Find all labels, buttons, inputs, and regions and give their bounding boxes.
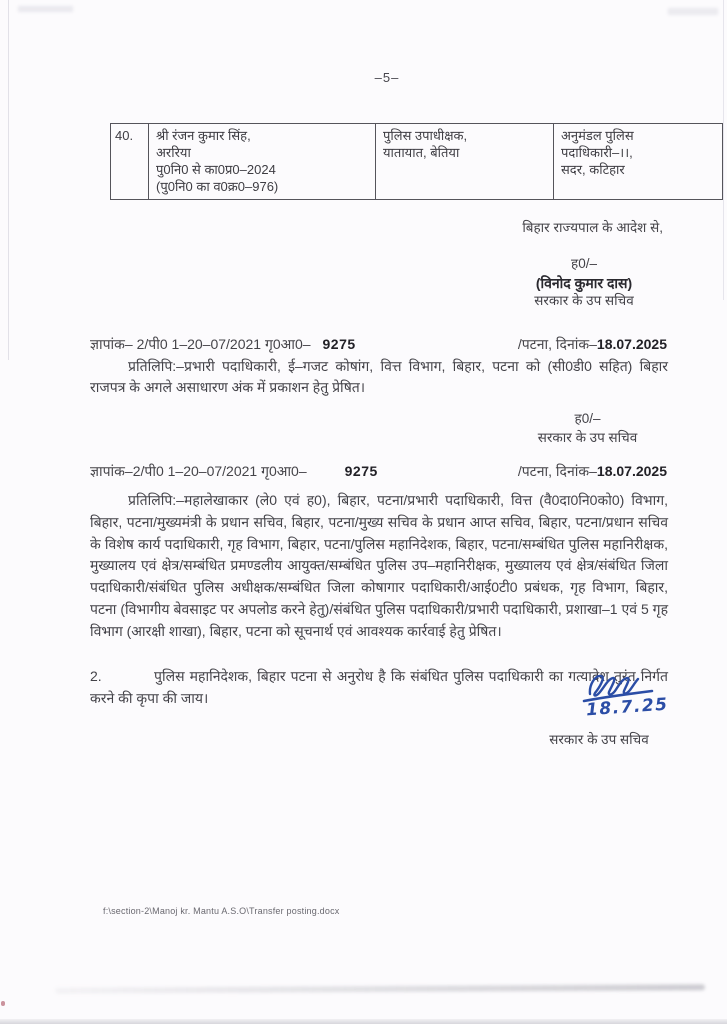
memo2-date: 18.07.2025 (596, 463, 667, 479)
officer-name-line: अररिया (156, 145, 191, 160)
scan-edge-right (723, 0, 724, 300)
page-number: –5– (374, 70, 400, 85)
memo2-number: 9275 (344, 463, 378, 479)
new-post-line: सदर, कटिहार (561, 162, 625, 177)
new-post-line: अनुमंडल पुलिस (561, 128, 634, 143)
memo1-place: /पटना, दिनांक– (517, 336, 597, 352)
memo1-body: प्रतिलिपि:–प्रभारी पदाधिकारी, ई–गजट कोषांग, वित्त विभाग, बिहार, पटना को (सी0डी0 सहित) बिहार राजपत्र के अगले असाधारण अंक में प्रकाशन हेतु प्रेषित। (90, 358, 668, 395)
serial-cell: 40. (111, 124, 149, 200)
current-post-cell (376, 124, 554, 200)
signatory-name: (विनोद कुमार दास) (535, 274, 633, 291)
officer-name-line: पु0नि0 से का0प्र0–2024 (156, 162, 276, 177)
officer-name-line: श्री रंजन कुमार सिंह, (156, 128, 251, 143)
footer-file-path: f:\section-2\Manoj kr. Mantu A.S.O\Transfer posting.docx (103, 906, 340, 916)
scan-smudge-top-right (668, 8, 718, 15)
current-post-line: पुलिस उपाधीक्षक, (383, 128, 468, 143)
memo1-prefix: ज्ञापांक– 2/पी0 1–20–07/2021 गृ0आ0– (90, 336, 311, 352)
memo1-number: 9275 (322, 336, 356, 352)
memo2-body: प्रतिलिपि:–महालेखाकार (ले0 एवं ह0), बिहार, पटना/प्रभारी पदाधिकारी, वित्त (वै0दा0नि0को0) विभाग, बिहार, पटना/मुख्यमंत्री के प्रधान सचिव, बिहार, पटना/मुख्य सचिव के प्रधान आप्त सचिव, बिहार, पटना/प्रधान सचिव के विशेष कार्य पदाधिकारी, गृह विभाग, बिहार, पटना/पुलिस महानिदेशक, बिहार, पटना/सम्बंधित पुलिस महानिरीक्षक, मुख्यालय एवं क्षेत्र/सम्बंधित प्रमण्डलीय आयुक्त/सम्बंधित पुलिस उप–महानिरीक्षक, मुख्यालय एवं क्षेत्र/संबंधित जिला पदाधिकारी/संबंधित पुलिस अधीक्षक/सम्बंधित जिला कोषागार पदाधिकारी/आई0टी0 प्रबंधक, गृह विभाग, बिहार, पटना (विभागीय बेवसाइट पर अपलोड करने हेतु)/संबंधित पुलिस पदाधिकारी/प्रभारी पदाधिकारी, प्रशाखा–1 एवं 5 गृह विभाग (आरक्षी शाखा), बिहार, पटना को सूचनार्थ एवं आवश्यक कार्रवाई हेतु प्रेषित। (90, 492, 668, 639)
officer-name-line: (पु0नि0 का व0क्र0–976) (156, 179, 279, 194)
item2-text: पुलिस महानिदेशक, बिहार पटना से अनुरोध है कि संबंधित पुलिस पदाधिकारी का गत्यादेश तुरंत निर्गत करने की कृपा की जाय। (90, 668, 668, 706)
memo2-place: /पटना, दिनांक– (517, 463, 597, 479)
by-order-line: बिहार राज्यपाल के आदेश से, (522, 220, 663, 235)
signature-block-1 (498, 255, 670, 311)
new-post-line: पदाधिकारी–।।, (561, 145, 633, 160)
handwritten-signature (580, 670, 690, 730)
signed-abbrev: ह0/– (571, 256, 597, 271)
scan-ink-dot (1, 1001, 5, 1006)
current-post-line: यातायात, बेतिया (383, 145, 460, 160)
final-signatory-title: सरकार के उप सचिव (549, 732, 649, 747)
scan-edge-left (8, 0, 9, 360)
handwritten-date: 18.7.25 (585, 694, 670, 721)
memo1-number-line (90, 335, 667, 354)
signature-block-2 (505, 410, 670, 447)
signatory-title: सरकार के उप सचिव (537, 429, 638, 445)
scan-smudge-top-left (18, 6, 73, 12)
memo2-prefix: ज्ञापांक–2/पी0 1–20–07/2021 गृ0आ0– (90, 463, 307, 479)
scan-edge-bottom (0, 1019, 727, 1024)
transfer-table (110, 123, 723, 200)
signatory-title: सरकार के उप सचिव (534, 293, 634, 308)
item2-number: 2. (90, 668, 102, 684)
new-post-cell (554, 124, 723, 200)
table-row (111, 124, 723, 200)
scan-smudge-bottom (55, 984, 705, 993)
officer-name-cell (149, 124, 376, 200)
signed-abbrev: ह0/– (574, 411, 601, 426)
memo1-date: 18.07.2025 (596, 336, 667, 352)
memo2-number-line (90, 462, 667, 481)
